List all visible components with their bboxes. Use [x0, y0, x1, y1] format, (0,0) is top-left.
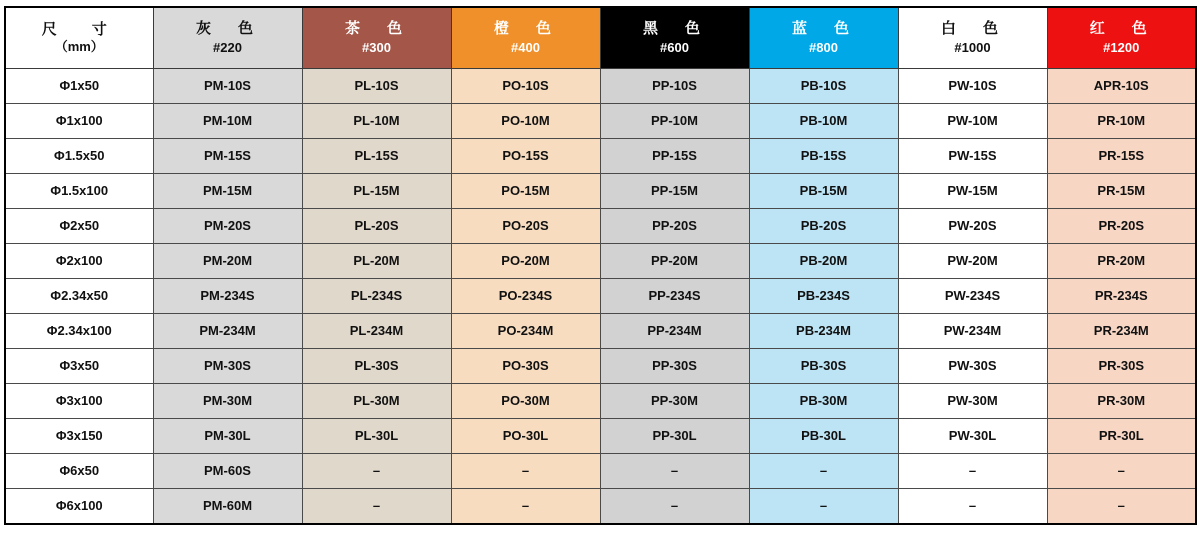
cell-size: Φ3x50	[5, 349, 153, 384]
cell-part-code: –	[749, 489, 898, 525]
column-header-color-7	[1047, 7, 1196, 69]
cell-size: Φ2x100	[5, 244, 153, 279]
cell-part-code: PM-20S	[153, 209, 302, 244]
cell-part-code: PO-20S	[451, 209, 600, 244]
cell-part-code: PL-10S	[302, 69, 451, 104]
cell-size: Φ2.34x50	[5, 279, 153, 314]
cell-part-code: PO-15M	[451, 174, 600, 209]
cell-part-code: PO-30L	[451, 419, 600, 454]
cell-part-code: –	[1047, 489, 1196, 525]
cell-part-code: PL-10M	[302, 104, 451, 139]
cell-part-code: PR-15S	[1047, 139, 1196, 174]
column-header-code: #300	[362, 39, 391, 55]
column-header-color-2	[302, 7, 451, 69]
cell-part-code: PM-20M	[153, 244, 302, 279]
column-header-color-6	[898, 7, 1047, 69]
cell-part-code: APR-10S	[1047, 69, 1196, 104]
cell-part-code: PR-30S	[1047, 349, 1196, 384]
column-header-color-4	[600, 7, 749, 69]
cell-part-code: PM-10M	[153, 104, 302, 139]
cell-part-code: PB-234M	[749, 314, 898, 349]
cell-part-code: PP-234M	[600, 314, 749, 349]
column-header-size	[5, 7, 153, 69]
cell-size: Φ2.34x100	[5, 314, 153, 349]
cell-part-code: PP-30L	[600, 419, 749, 454]
cell-part-code: PB-20M	[749, 244, 898, 279]
table-row	[5, 384, 1196, 419]
column-header-code: #400	[511, 39, 540, 55]
cell-part-code: –	[302, 489, 451, 525]
cell-part-code: PP-15M	[600, 174, 749, 209]
cell-part-code: PW-10M	[898, 104, 1047, 139]
cell-part-code: PL-20M	[302, 244, 451, 279]
column-header-color-1	[153, 7, 302, 69]
cell-part-code: PW-234M	[898, 314, 1047, 349]
cell-part-code: PR-30M	[1047, 384, 1196, 419]
table-row	[5, 104, 1196, 139]
cell-part-code: PW-234S	[898, 279, 1047, 314]
cell-size: Φ6x100	[5, 489, 153, 525]
cell-part-code: PL-30L	[302, 419, 451, 454]
column-header-color-3	[451, 7, 600, 69]
cell-part-code: PW-15S	[898, 139, 1047, 174]
cell-part-code: PW-30S	[898, 349, 1047, 384]
cell-part-code: PL-15M	[302, 174, 451, 209]
size-header-line2: （mm）	[54, 39, 104, 55]
table-row	[5, 69, 1196, 104]
cell-part-code: PL-234M	[302, 314, 451, 349]
cell-part-code: PM-15M	[153, 174, 302, 209]
column-header-code: #1200	[1103, 39, 1140, 55]
cell-size: Φ1.5x50	[5, 139, 153, 174]
cell-part-code: PP-30S	[600, 349, 749, 384]
cell-part-code: –	[898, 489, 1047, 525]
cell-part-code: PL-30M	[302, 384, 451, 419]
cell-part-code: PB-30L	[749, 419, 898, 454]
column-header-name: 黑 色	[642, 20, 706, 38]
size-header-line1: 尺 寸	[41, 20, 117, 38]
cell-part-code: PL-234S	[302, 279, 451, 314]
cell-part-code: –	[600, 454, 749, 489]
cell-part-code: PO-234S	[451, 279, 600, 314]
cell-part-code: –	[302, 454, 451, 489]
cell-part-code: PP-20M	[600, 244, 749, 279]
cell-part-code: PP-20S	[600, 209, 749, 244]
cell-size: Φ3x150	[5, 419, 153, 454]
table-row	[5, 139, 1196, 174]
cell-size: Φ2x50	[5, 209, 153, 244]
table-row	[5, 244, 1196, 279]
cell-part-code: PO-10M	[451, 104, 600, 139]
cell-part-code: PW-30L	[898, 419, 1047, 454]
cell-part-code: PO-15S	[451, 139, 600, 174]
cell-part-code: PM-10S	[153, 69, 302, 104]
column-header-name: 茶 色	[344, 20, 408, 38]
table-row	[5, 174, 1196, 209]
cell-part-code: PM-234S	[153, 279, 302, 314]
column-header-name: 白 色	[940, 20, 1004, 38]
cell-part-code: PB-234S	[749, 279, 898, 314]
cell-part-code: PW-15M	[898, 174, 1047, 209]
product-code-table	[4, 6, 1197, 525]
cell-part-code: PP-15S	[600, 139, 749, 174]
table-row	[5, 279, 1196, 314]
cell-part-code: PR-10M	[1047, 104, 1196, 139]
cell-part-code: PB-15S	[749, 139, 898, 174]
cell-part-code: –	[600, 489, 749, 525]
cell-part-code: PR-234M	[1047, 314, 1196, 349]
cell-part-code: –	[451, 454, 600, 489]
cell-part-code: PL-15S	[302, 139, 451, 174]
cell-size: Φ3x100	[5, 384, 153, 419]
column-header-code: #1000	[954, 39, 991, 55]
cell-part-code: PM-60S	[153, 454, 302, 489]
cell-part-code: PR-20S	[1047, 209, 1196, 244]
cell-part-code: –	[749, 454, 898, 489]
cell-size: Φ1x100	[5, 104, 153, 139]
cell-part-code: PP-30M	[600, 384, 749, 419]
cell-part-code: PP-10S	[600, 69, 749, 104]
cell-part-code: –	[1047, 454, 1196, 489]
cell-part-code: PW-20S	[898, 209, 1047, 244]
cell-part-code: –	[898, 454, 1047, 489]
cell-part-code: PO-30M	[451, 384, 600, 419]
cell-part-code: PP-234S	[600, 279, 749, 314]
column-header-name: 红 色	[1089, 20, 1153, 38]
table-body	[5, 69, 1196, 525]
column-header-code: #600	[660, 39, 689, 55]
cell-part-code: PW-10S	[898, 69, 1047, 104]
cell-part-code: PR-20M	[1047, 244, 1196, 279]
cell-part-code: PR-30L	[1047, 419, 1196, 454]
cell-part-code: PL-20S	[302, 209, 451, 244]
column-header-name: 灰 色	[195, 20, 259, 38]
cell-part-code: PM-60M	[153, 489, 302, 525]
table-head	[5, 7, 1196, 69]
cell-part-code: PP-10M	[600, 104, 749, 139]
cell-part-code: PW-30M	[898, 384, 1047, 419]
table-row	[5, 314, 1196, 349]
cell-part-code: PL-30S	[302, 349, 451, 384]
cell-size: Φ1x50	[5, 69, 153, 104]
cell-part-code: PB-20S	[749, 209, 898, 244]
table-row	[5, 454, 1196, 489]
cell-part-code: PM-30S	[153, 349, 302, 384]
table-header-row	[5, 7, 1196, 69]
cell-part-code: PB-30S	[749, 349, 898, 384]
table-row	[5, 419, 1196, 454]
cell-part-code: PO-10S	[451, 69, 600, 104]
cell-size: Φ6x50	[5, 454, 153, 489]
cell-part-code: PM-15S	[153, 139, 302, 174]
cell-part-code: PM-30L	[153, 419, 302, 454]
cell-part-code: PO-30S	[451, 349, 600, 384]
cell-part-code: PO-20M	[451, 244, 600, 279]
cell-size: Φ1.5x100	[5, 174, 153, 209]
table-row	[5, 349, 1196, 384]
cell-part-code: PR-15M	[1047, 174, 1196, 209]
cell-part-code: –	[451, 489, 600, 525]
cell-part-code: PW-20M	[898, 244, 1047, 279]
cell-part-code: PB-10S	[749, 69, 898, 104]
cell-part-code: PM-234M	[153, 314, 302, 349]
column-header-code: #220	[213, 39, 242, 55]
cell-part-code: PM-30M	[153, 384, 302, 419]
column-header-name: 蓝 色	[791, 20, 855, 38]
cell-part-code: PO-234M	[451, 314, 600, 349]
cell-part-code: PB-10M	[749, 104, 898, 139]
table-row	[5, 489, 1196, 525]
column-header-color-5	[749, 7, 898, 69]
cell-part-code: PR-234S	[1047, 279, 1196, 314]
column-header-name: 橙 色	[493, 20, 557, 38]
cell-part-code: PB-15M	[749, 174, 898, 209]
cell-part-code: PB-30M	[749, 384, 898, 419]
table-row	[5, 209, 1196, 244]
column-header-code: #800	[809, 39, 838, 55]
